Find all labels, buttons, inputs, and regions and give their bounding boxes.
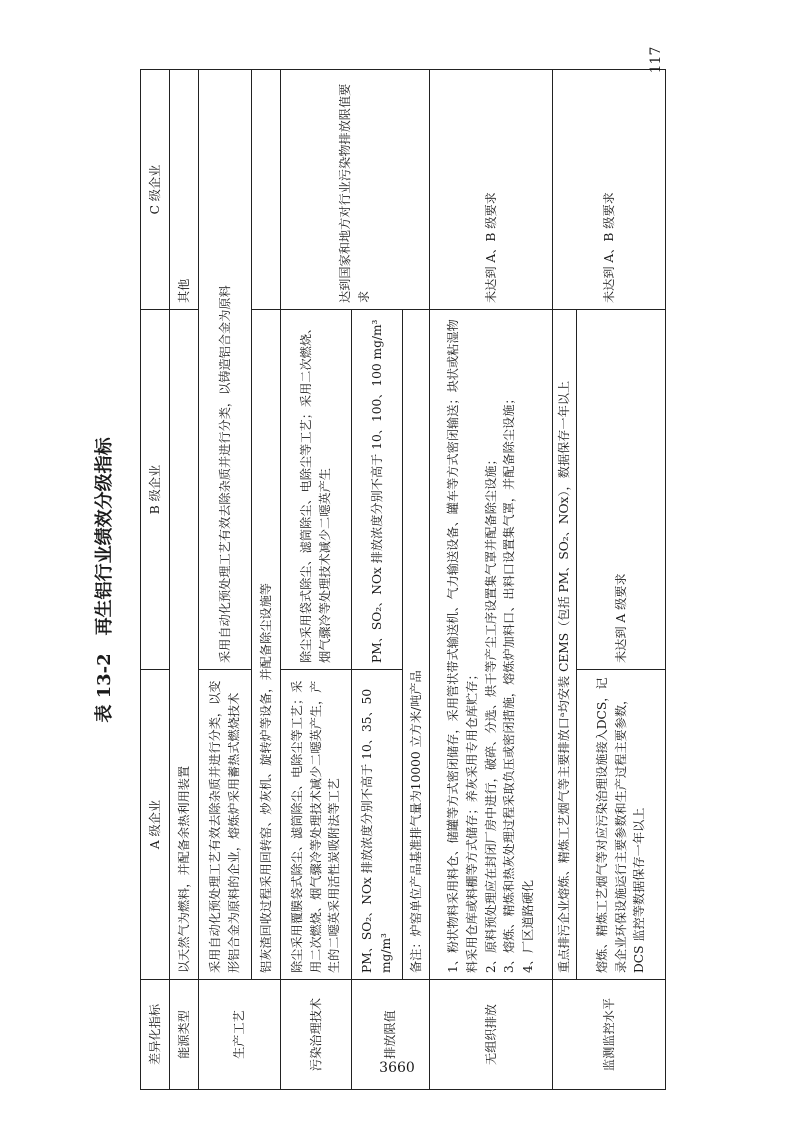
monitor-grade-a: 熔炼、精炼工艺烟气等对应污染治理设施接入DCS，记录企业环保设施运行主要参数和生产过程主要参数，DCS 监控等数据保存一年以上	[577, 670, 666, 980]
header-grade-b: B 级企业	[141, 310, 170, 670]
limit-grade-b: PM、SO₂、NOx 排放浓度分别不高于 10、100、100 mg/m³	[352, 310, 403, 670]
header-grade-a: A 级企业	[141, 670, 170, 980]
table-header-row	[141, 70, 170, 1090]
process-grade-bc: 采用自动化预处理工艺有效去除杂质并进行分类，以铸造铝合金为原料	[199, 70, 252, 670]
energy-label: 能源类型	[170, 980, 199, 1090]
rotated-page-number: 117	[648, 46, 664, 74]
table-row-monitor-top	[553, 70, 577, 1090]
table-row-process-2	[252, 70, 281, 1090]
pollution-limit-grade-c: 达到国家和地方对行业污染物排放限值要求	[281, 70, 430, 310]
monitor-grade-ab-cems: 重点排污企业熔炼、精炼工艺烟气等主要排放口ᵃ均安装 CEMS（包括 PM、SO₂、NOx），数据保存一年以上	[553, 310, 577, 980]
process-label: 生产工艺	[199, 980, 281, 1090]
fugitive-label: 无组织排放	[430, 980, 553, 1090]
fugitive-grade-c: 未达到 A、B 级要求	[430, 70, 553, 310]
pollution-label: 污染治理技术	[281, 980, 352, 1090]
process-grade-c-empty	[252, 70, 281, 310]
bottom-page-number: 3660	[379, 1060, 415, 1076]
pollution-grade-b: 除尘采用袋式除尘、滤筒除尘、电除尘等工艺；采用二次燃烧、烟气骤冷等处理技术减少二噁英产生	[281, 310, 352, 670]
limit-grade-a: PM、SO₂、NOx 排放浓度分别不高于 10、35、50 mg/m³	[352, 670, 403, 980]
fugitive-grade-ab: 1、粉状物料采用料仓、储罐等方式密闭储存，采用管状带式输送机、气力输送设备、罐车等方式密闭输送；块状或粘湿物料采用仓库或料棚等方式储存；养灰采用专用仓库贮存； 2、原料预处理应在封闭厂房中进行，破碎、分选、烘干等产尘工序设置集气罩并配备除尘设施； 3、熔炼、精炼和热灰处理过程采取负压或密闭措施，熔炼炉加料口、出料口设置集气罩，并配备除尘设施； 4、厂区道路硬化	[430, 310, 553, 980]
table-row-process	[199, 70, 252, 1090]
monitor-label: 监测监控水平	[553, 980, 666, 1090]
process-grade-ab-slag: 铝灰渣回收过程采用回转窑、炒灰机、旋转炉等设备，并配备除尘设施等	[252, 310, 281, 980]
performance-grading-table	[140, 69, 666, 1090]
header-indicator: 差异化指标	[141, 980, 170, 1090]
energy-grade-ab: 以天然气为燃料，并配备余热利用装置	[170, 310, 199, 980]
monitor-grade-c: 未达到 A、B 级要求	[553, 70, 666, 310]
table-row-energy	[170, 70, 199, 1090]
header-grade-c: C 级企业	[141, 70, 170, 310]
energy-grade-c: 其他	[170, 70, 199, 310]
limit-note: 备注：炉窑单位产品基准排气量为10000 立方米/吨产品	[403, 310, 430, 980]
table-row-fugitive	[430, 70, 553, 1090]
process-grade-a: 采用自动化预处理工艺有效去除杂质并进行分类，以变形铝合金为原料的企业，熔炼炉采用蓄热式燃烧技术	[199, 670, 252, 980]
limit-label: 排放限值	[352, 980, 430, 1090]
monitor-grade-b: 未达到 A 级要求	[577, 310, 666, 670]
table-row-pollution	[281, 70, 352, 1090]
pollution-grade-a: 除尘采用覆膜袋式除尘、滤筒除尘、电除尘等工艺；采用二次燃烧、烟气骤冷等处理技术减少二噁英产生，产生的二噁英采用活性炭吸附法等工艺	[281, 670, 352, 980]
table-title: 表 13-2 再生铝行业绩效分级指标	[94, 437, 115, 723]
rotated-page	[88, 40, 698, 1090]
